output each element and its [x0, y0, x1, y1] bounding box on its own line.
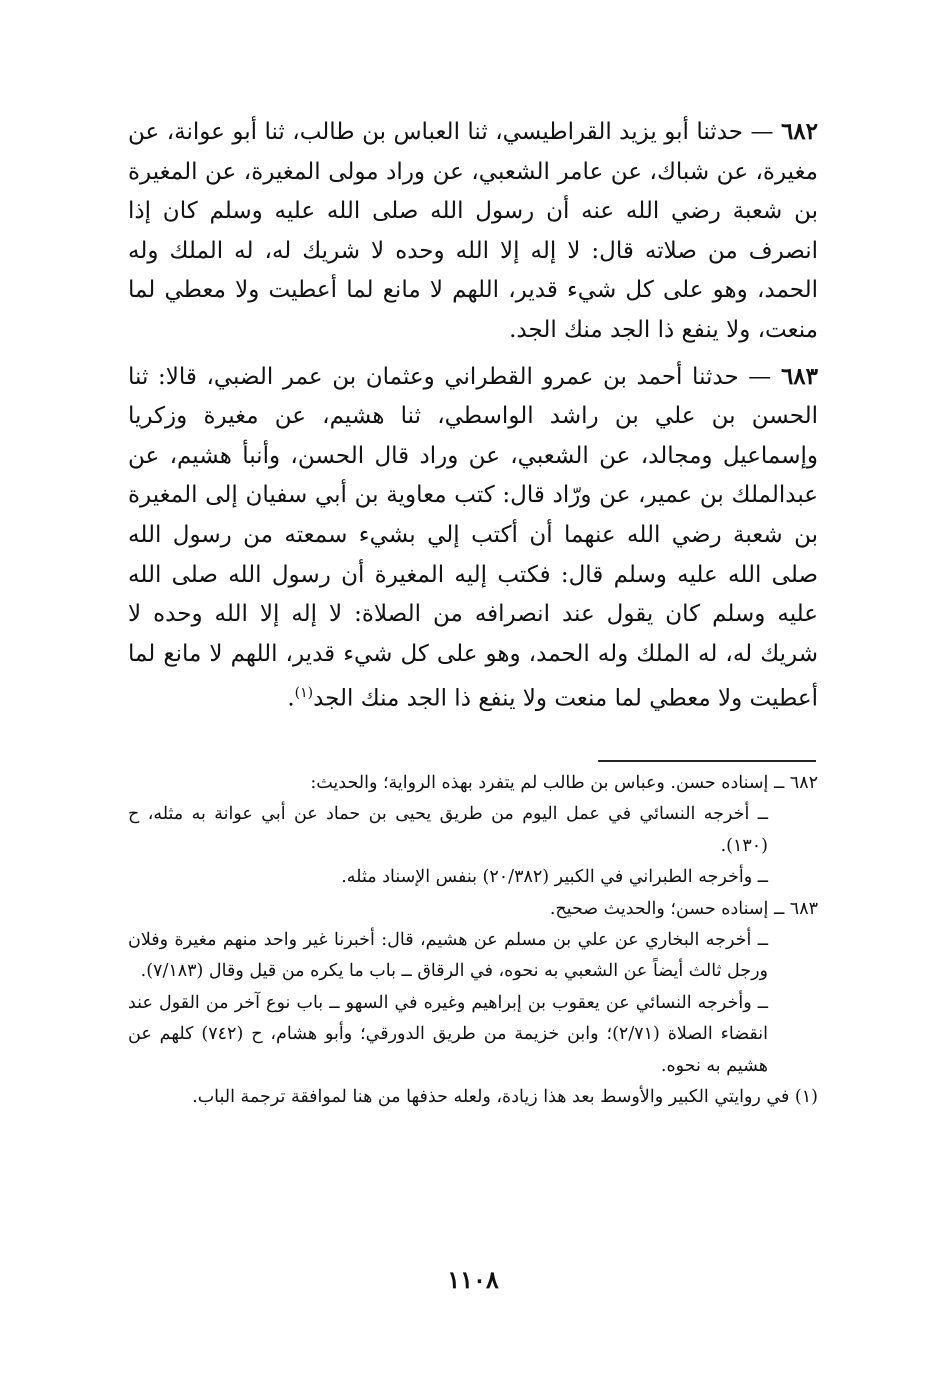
hadith-number: ٦٨٢	[780, 118, 818, 145]
note-682-tabarani: ــ وأخرجه الطبراني في الكبير (٢٠/٣٨٢) بنفس الإسناد مثله.	[341, 867, 768, 888]
note-683-nasai: ــ وأخرجه النسائي عن يعقوب بن إبراهيم وغيره في السهو ــ باب نوع آخر من القول عند انقضاء الصلاة (٢/٧١)؛ وابن خزيمة من طريق الدورقي؛ وأبو هشام، ح (٧٤٢) كلهم عن هشيم به نحوه.	[128, 992, 768, 1076]
hadith-682	[128, 112, 818, 351]
main-text	[128, 112, 818, 726]
hadith-683: ٦٨٣ — حدثنا أحمد بن عمرو القطراني وعثمان بن عمر الضبي، قالا: ثنا الحسن بن علي بن راشد الواسطي، ثنا هشيم، عن مغيرة وزكريا وإسماعيل ومجالد، عن الشعبي، عن وراد قال الحسن، وأنبأ هشيم، عن عبدالملك بن عمير، عن ورّاد قال: كتب معاوية بن أبي سفيان إلى المغيرة بن شعبة رضي الله عنهما أن أكتب إلي بشيء سمعته من رسول الله صلى الله عليه وسلم قال: فكتب إليه المغيرة أن رسول الله صلى الله عليه وسلم كان يقول عند انصرافه من الصلاة: لا إله إلا الله وحده لا شريك له، له الملك وله الحمد، وهو على كل شيء قدير، اللهم لا مانع لما أعطيت ولا معطي لما منعت ولا ينفع ذا الجد منك الجد$^{(١)}$.	[128, 362, 818, 712]
page-number: ١١٠٨	[447, 1265, 499, 1294]
footnotes	[128, 768, 818, 1113]
hadith-text: — حدثنا أبو يزيد القراطيسي، ثنا العباس بن طالب، ثنا أبو عوانة، عن مغيرة، عن شباك، عن عامر الشعبي، عن وراد مولى المغيرة، عن المغيرة بن شعبة رضي الله عنه أن رسول الله صلى الله عليه وسلم كان إذا انصرف من صلاته قال: لا إله إلا الله وحده لا شريك له، له الملك وله الحمد، وهو على كل شيء قدير، اللهم لا مانع لما أعطيت ولا معطي لما منعت، ولا ينفع ذا الجد منك الجد.	[128, 119, 818, 343]
hadith-number: ٦٨٣	[780, 362, 818, 390]
note-682-head: ٦٨٢ ــ إسناده حسن. وعباس بن طالب لم يتفرد بهذه الرواية؛ والحديث:	[310, 773, 818, 793]
hadith-text: — حدثنا أحمد بن عمرو القطراني وعثمان بن عمر الضبي، قالا: ثنا الحسن بن علي بن راشد الواسطي، ثنا هشيم، عن مغيرة وزكريا وإسماعيل ومجالد، عن الشعبي، عن وراد قال الحسن، وأنبأ هشيم، عن عبدالملك بن عمير، عن ورّاد قال: كتب معاوية بن أبي سفيان إلى المغيرة بن شعبة رضي الله عنهما أن أكتب إلي بشيء سمعته من رسول الله صلى الله عليه وسلم قال: فكتب إليه المغيرة أن رسول الله صلى الله عليه وسلم كان يقول عند انصرافه من الصلاة: لا إله إلا الله وحده لا شريك له، له الملك وله الحمد، وهو على كل شيء قدير، اللهم لا مانع لما أعطيت ولا معطي لما منعت ولا ينفع ذا الجد منك الجد	[128, 363, 818, 712]
footnote-divider	[598, 760, 816, 762]
note-683-head: ٦٨٣ ــ إسناده حسن؛ والحديث صحيح.	[549, 898, 818, 919]
note-683-bukhari: ــ أخرجه البخاري عن علي بن مسلم عن هشيم، قال: أخبرنا غير واحد منهم مغيرة وفلان ورجل ثالث أيضاً عن الشعبي به نحوه، في الرقاق ــ باب ما يكره من قيل وقال (٧/١٨٣).	[128, 930, 768, 982]
footnote-ref: (١)	[294, 685, 314, 702]
footnote-1: (١) في روايتي الكبير والأوسط بعد هذا زيادة، ولعله حذفها من هنا لموافقة ترجمة الباب.	[192, 1087, 818, 1108]
note-682-nasai: ــ أخرجه النسائي في عمل اليوم من طريق يحيى بن حماد عن أبي عوانة به مثله، ح (١٣٠).	[128, 804, 768, 856]
